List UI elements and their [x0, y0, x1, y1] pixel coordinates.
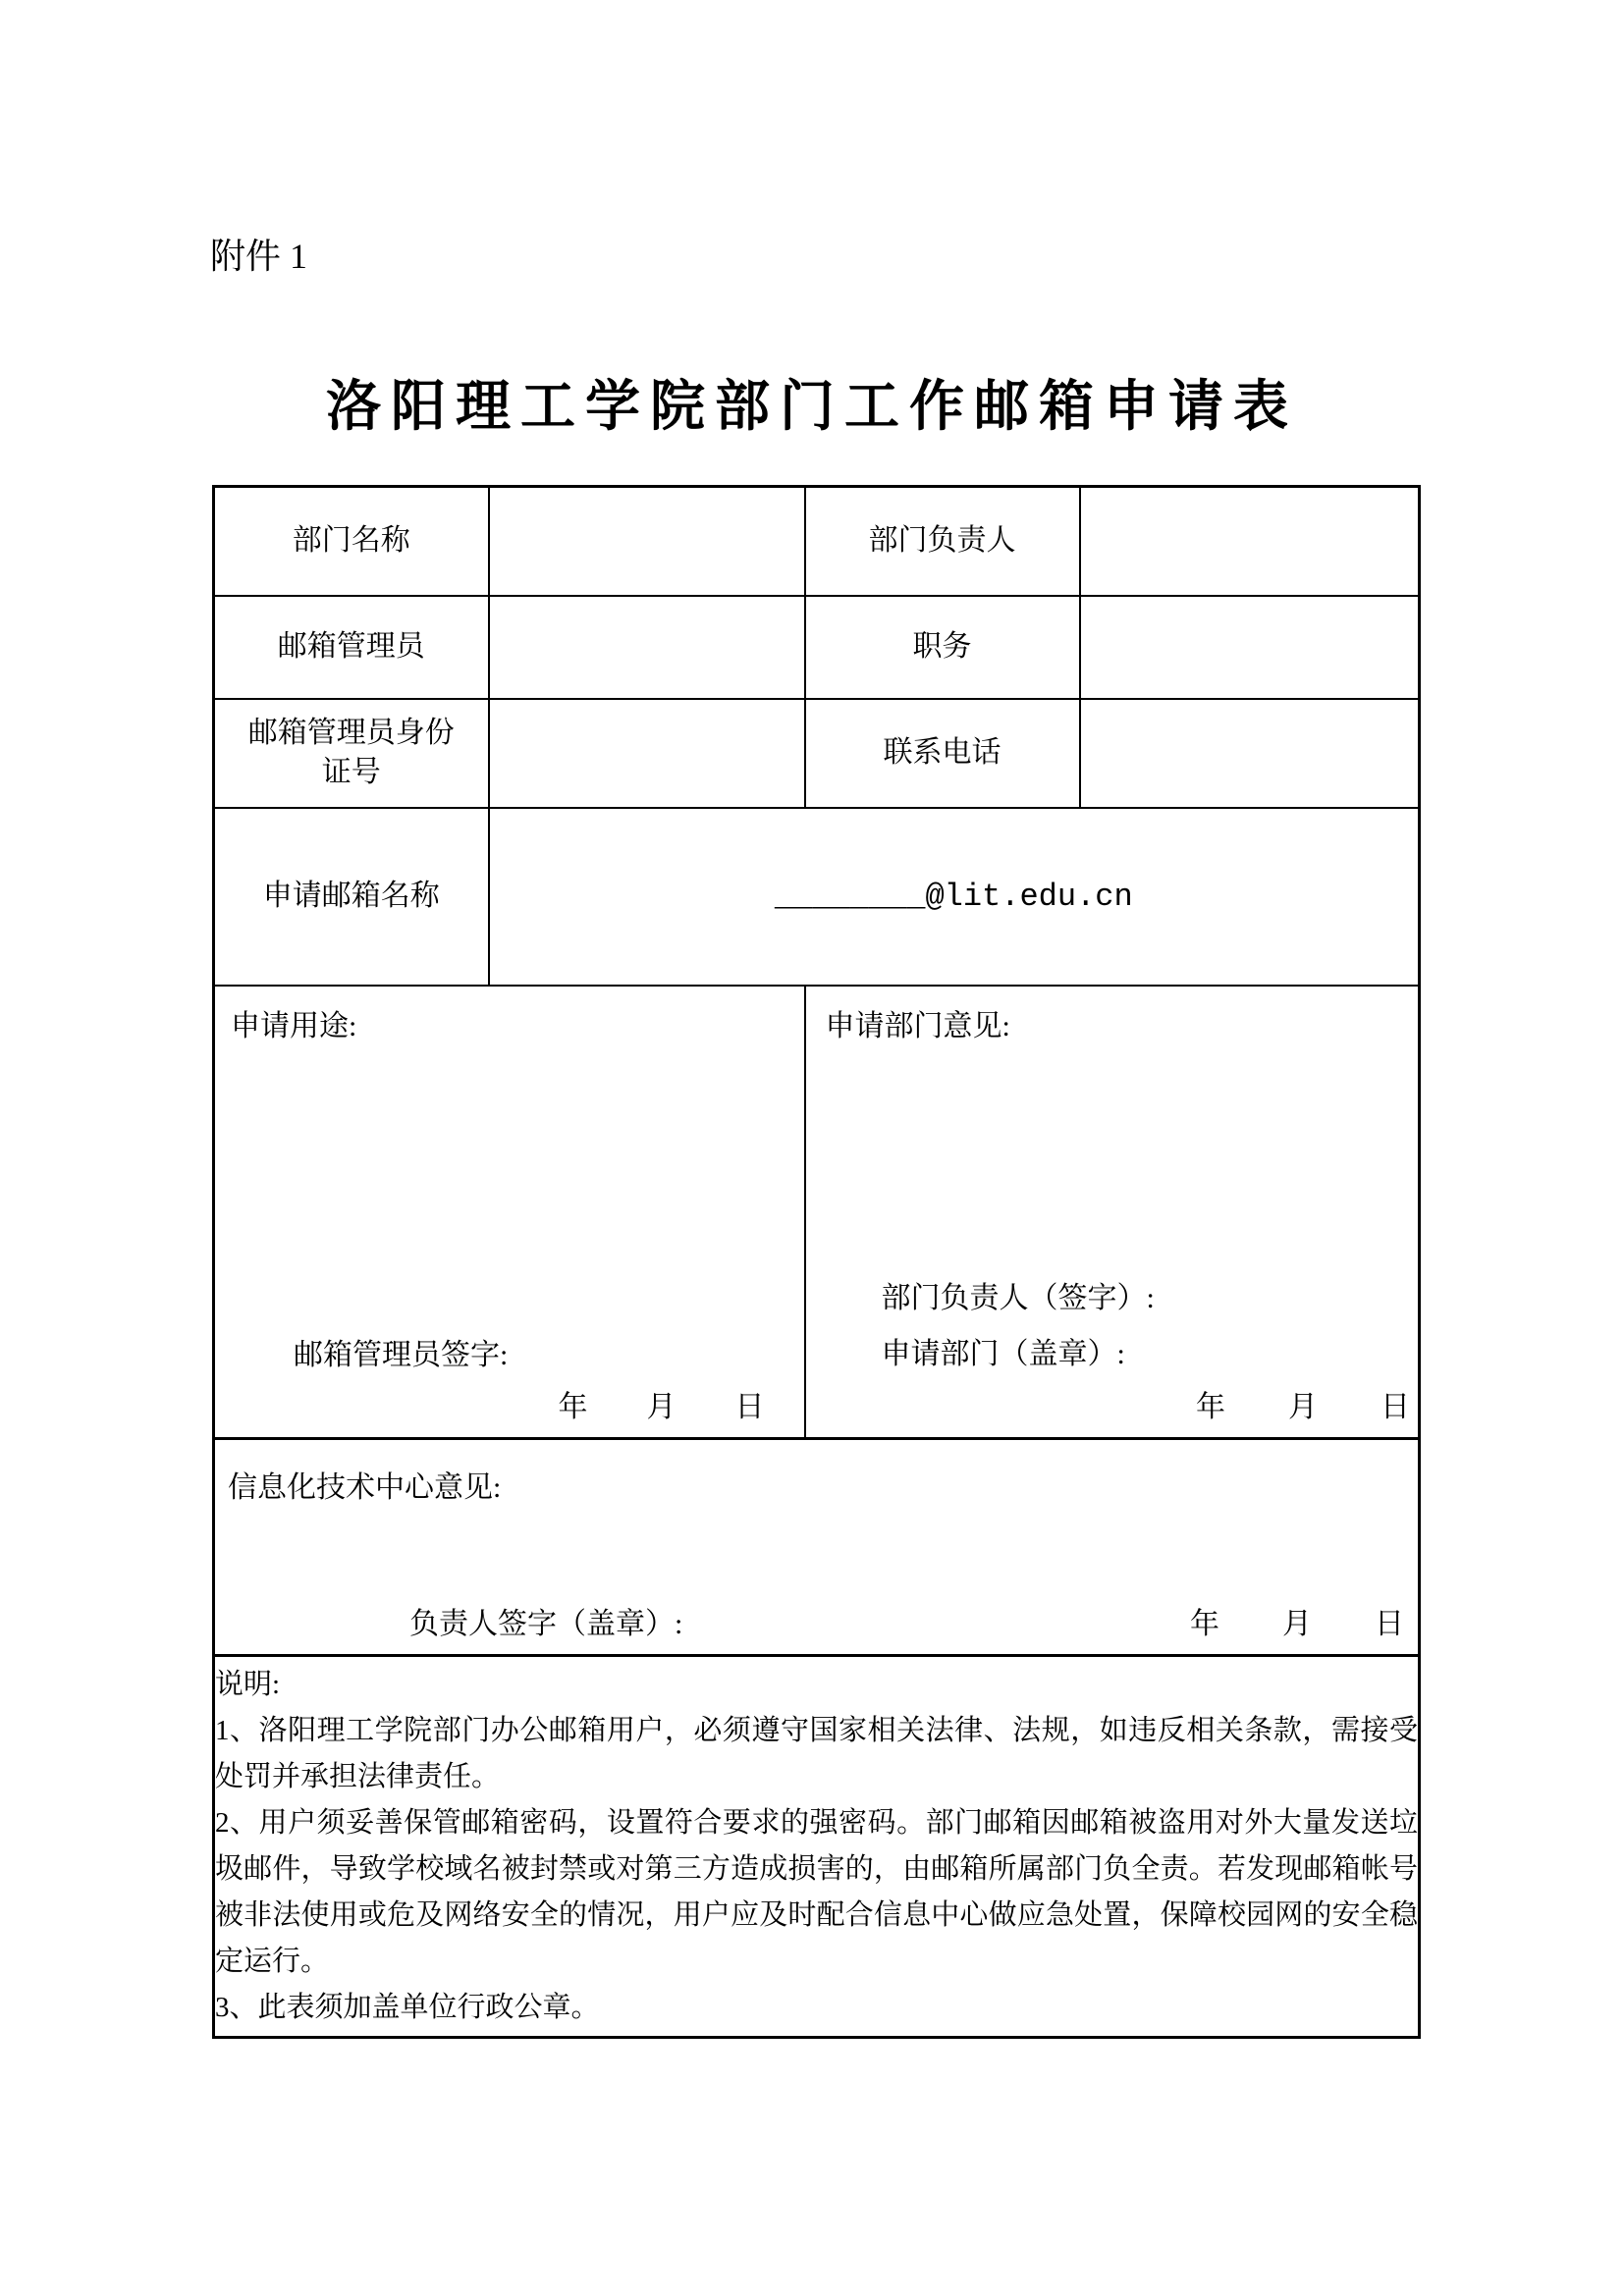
- date-line: [1190, 1608, 1404, 1640]
- dept-head-input-cell[interactable]: [1080, 487, 1420, 596]
- dept-name-label: 部门名称: [214, 487, 489, 596]
- page-title: 洛阳理工学院部门工作邮箱申请表: [326, 377, 1298, 438]
- admin-id-input-cell[interactable]: [489, 699, 805, 808]
- year-label: 年: [558, 1391, 588, 1423]
- month-label: 月: [1282, 1608, 1312, 1640]
- phone-input-cell[interactable]: [1080, 699, 1420, 808]
- date-line: [1196, 1391, 1410, 1423]
- dept-name-input-cell[interactable]: [489, 487, 805, 596]
- admin-input-cell[interactable]: [489, 596, 805, 699]
- year-label: 年: [1196, 1391, 1225, 1423]
- phone-label: 联系电话: [805, 699, 1080, 808]
- day-label: 日: [734, 1391, 765, 1423]
- admin-signature-label: 邮箱管理员签字:: [294, 1338, 509, 1371]
- row-purpose-opinion: [214, 986, 1420, 1439]
- dept-opinion-cell[interactable]: [805, 986, 1420, 1439]
- note-item-3: 3、此表须加盖单位行政公章。: [215, 1992, 600, 2023]
- row-dept-name: [214, 487, 1420, 596]
- admin-id-label: 邮箱管理员身份证号: [247, 716, 455, 788]
- note-item-1: 1、洛阳理工学院部门办公邮箱用户，必须遵守国家相关法律、法规，如违反相关条款，需接受处罚并承担法律责任。: [215, 1715, 1418, 1792]
- it-head-signature-label: 负责人签字（盖章）:: [409, 1608, 683, 1640]
- notes-cell: [214, 1656, 1420, 2038]
- email-name-label: 申请邮箱名称: [214, 808, 489, 986]
- attachment-label: 附件 1: [210, 237, 308, 276]
- purpose-cell[interactable]: [214, 986, 805, 1439]
- day-label: 日: [1375, 1608, 1404, 1640]
- position-input-cell[interactable]: [1080, 596, 1420, 699]
- dept-seal-label: 申请部门（盖章）:: [881, 1337, 1125, 1370]
- application-form-table: [212, 485, 1421, 2039]
- admin-label: 邮箱管理员: [214, 596, 489, 699]
- note-item-2: 2、用户须妥善保管邮箱密码，设置符合要求的强密码。部门邮箱因邮箱被盗用对外大量发送垃圾邮件，导致学校域名被封禁或对第三方造成损害的，由邮箱所属部门负全责。若发现邮箱帐号被非法使用或危及网络安全的情况，用户应及时配合信息中心做应急处置，保障校园网的安全稳定运行。: [215, 1807, 1418, 1977]
- dept-head-label: 部门负责人: [805, 487, 1080, 596]
- email-domain-placeholder: ________@lit.edu.cn: [774, 878, 1133, 915]
- row-admin-id: [214, 699, 1420, 808]
- notes-heading: 说明:: [215, 1669, 281, 1700]
- row-email-name: [214, 808, 1420, 986]
- dept-head-signature-label: 部门负责人（签字）:: [881, 1281, 1155, 1314]
- position-label: 职务: [805, 596, 1080, 699]
- month-label: 月: [1288, 1391, 1318, 1423]
- admin-id-label-cell: [214, 699, 489, 808]
- year-label: 年: [1190, 1608, 1219, 1640]
- purpose-label: 申请用途:: [231, 1009, 357, 1042]
- row-it-center-opinion: [214, 1439, 1420, 1656]
- email-input-cell[interactable]: [489, 808, 1420, 986]
- it-center-opinion-label: 信息化技术中心意见:: [228, 1471, 502, 1504]
- day-label: 日: [1380, 1391, 1410, 1423]
- it-center-opinion-cell[interactable]: [214, 1439, 1420, 1656]
- row-admin: [214, 596, 1420, 699]
- dept-opinion-label: 申请部门意见:: [825, 1009, 1010, 1042]
- row-notes: [214, 1656, 1420, 2038]
- month-label: 月: [646, 1391, 677, 1423]
- date-line: [559, 1391, 765, 1423]
